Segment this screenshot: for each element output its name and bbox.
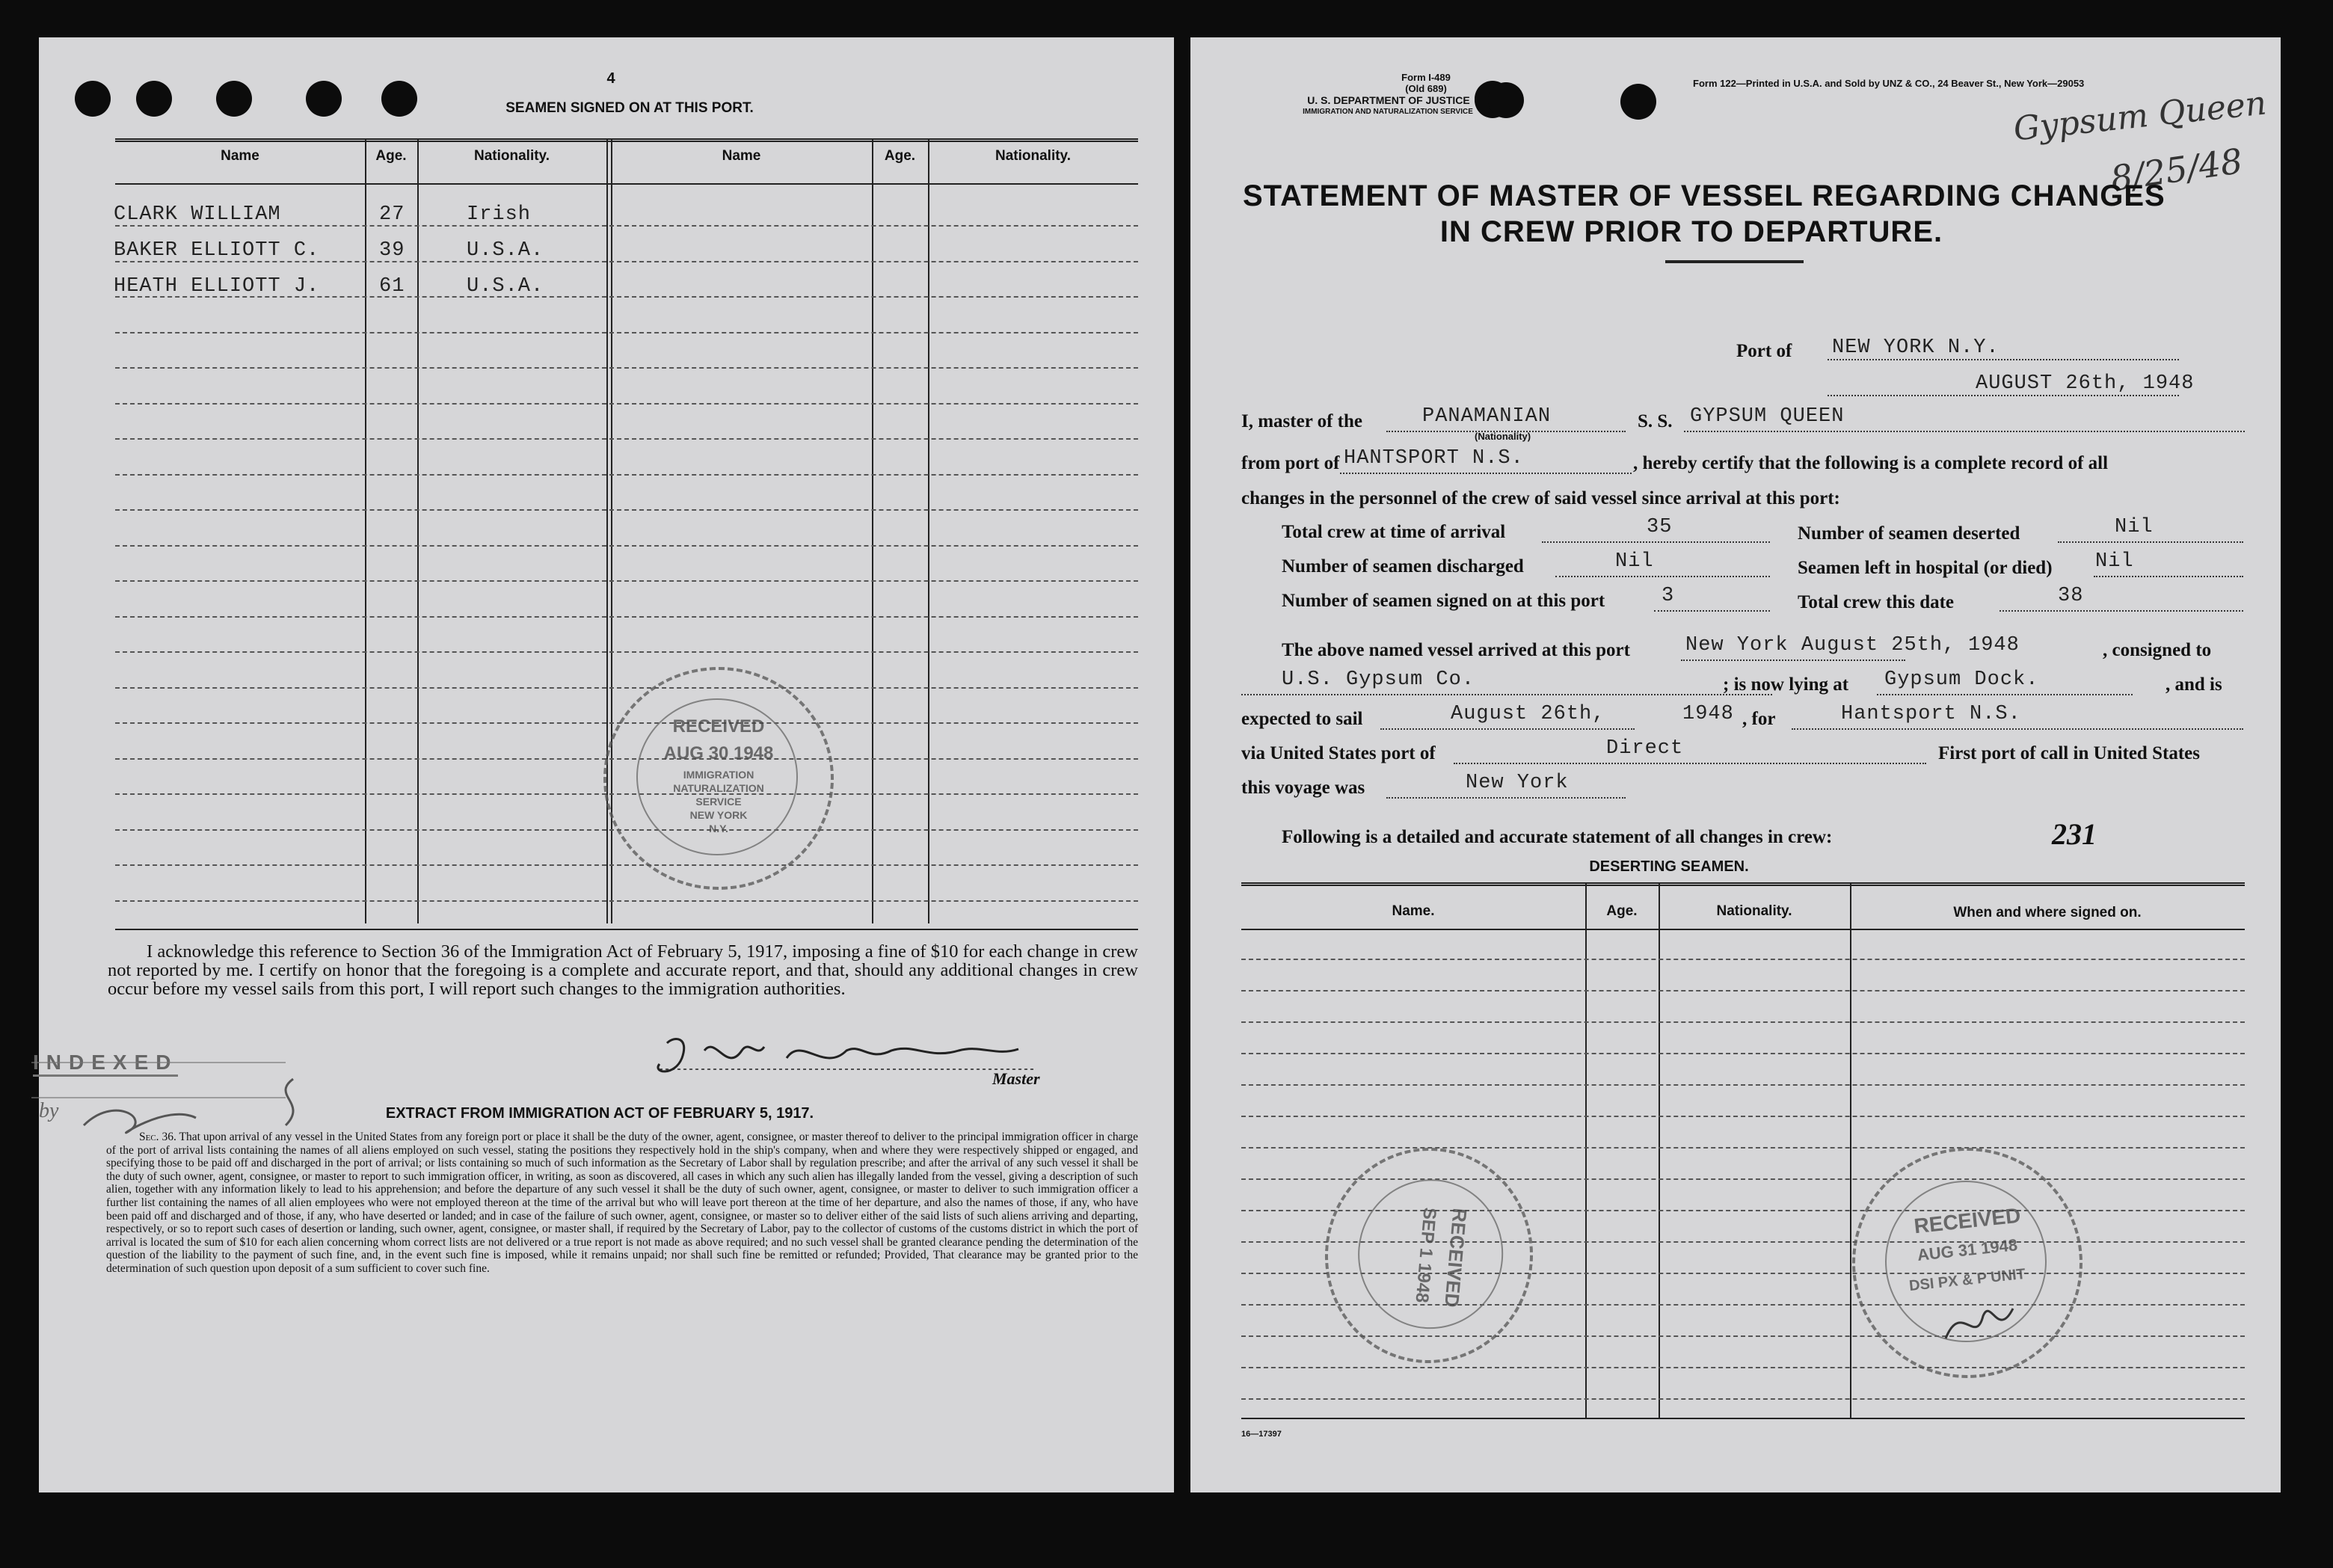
table-header-rule [115,183,1138,185]
row-rule [1241,990,2245,991]
master-title: Master [992,1069,1040,1088]
col-header-age: Age. [884,148,916,164]
crew-name: HEATH ELLIOTT J. [114,275,320,298]
handwritten-date: 8/25/48 [2108,140,2246,200]
first-port-label: First port of call in United States [1938,743,2200,763]
master-label: I, master of the [1241,411,1362,431]
deserting-table-bottom [1241,1418,2245,1419]
lying-label: ; is now lying at [1723,674,1849,695]
title-underline [1665,260,1804,263]
port-label: Port of [1736,341,1792,361]
total-date-label: Total crew this date [1798,592,1955,612]
form-title-line2: IN CREW PRIOR TO DEPARTURE. [1439,215,1943,248]
hospital-label: Seamen left in hospital (or died) [1798,558,2053,578]
arrived-label: The above named vessel arrived at this port [1282,640,1630,660]
arrived-year: 1948 [1968,634,2020,657]
column-divider [872,138,873,923]
row-rule [115,403,1138,405]
table-top-rule [115,138,1138,142]
row-rule [1241,1147,2245,1149]
crew-nationality: U.S.A. [467,239,544,262]
ss-label: S. S. [1638,411,1673,431]
col-header-name: Name. [1392,903,1435,919]
via-label: via United States port of [1241,743,1436,763]
section-body: That upon arrival of any vessel in the United States from any foreign port or place it shall be the duty of the owner, agent, consignee, or master thereof to deliver to the principal immigration officer in charge of the port of arrival lists containing the names of all aliens employed on such vessel, stating the positions they respectively hold in the ship's company, when and where they were respectively shipped or engaged, and specifying those to be paid off and discharged in the port of arrival; or lists containing so much of such information as the Secretary of Labor shall by regulation prescribe; and after the arrival of any such vessel it shall be the duty of such owner, agent, consignee, or master to report to such immigration officer, in writing, as soon as discovered, all cases in which any such alien has illegally landed from the vessel, giving a description of such alien, together with any information likely to lead to his apprehension; and before the departure of any such vessel it shall be the duty of such owner, agent, consignee, or master to deliver to such immigration officer a further list containing the names of all alien employees who were not employed thereon at the time of the arrival but who will leave port thereon at the time of her departure, and also the names of those, if any, who have been paid off and discharged and of those, if any, who have deserted or landed; and in case of the failure of such owner, agent, consignee, or master so to deliver either of the said lists of such aliens arriving and departing, respectively, or so to report such cases of desertion or landing, such owner, agent, consignee, or master shall, if required by the Secretary of Labor, pay to the collector of customs of the customs district in which the port of arrival is located the sum of $10 for each alien concerning whom correct lists are not delivered or a true report is not made as above required; and no such vessel shall be granted clearance pending the determination of the question of the liability to the payment of such fine, and, in the event such fine is imposed, while it remains unpaid; nor shall such fine be remitted or refunded; Provided, That clearance may be granted prior to the determination of such question upon deposit of a sum sufficient to cover such fine. [106,1131,1138,1275]
row-rule [1241,1053,2245,1054]
col-header-age: Age. [1606,903,1638,919]
lying-value: Gypsum Dock. [1884,668,2039,691]
signed-on-label: Number of seamen signed on at this port [1282,591,1605,611]
total-date-value: 38 [2058,585,2084,607]
acknowledgment-text: I acknowledge this reference to Section 36 of the Immigration Act of February 5, 1917, imposing a fine of $10 for each change in crew not reported by me. I certify on honor that the foregoing is a complete and accurate report, and that, should any additional changes in crew occur before my vessel sails from this port, I will report such changes to the immigration authorities. [108,941,1138,999]
punch-hole [381,81,417,117]
col-header-nationality: Nationality. [474,148,550,164]
certify-text: , hereby certify that the following is a complete record of all [1633,453,2109,473]
indexed-by-label: by [39,1099,59,1122]
crew-age: 61 [379,275,405,298]
column-divider [417,138,419,923]
master-signature [645,1028,1048,1080]
row-rule [1241,1367,2245,1368]
extract-title: EXTRACT FROM IMMIGRATION ACT OF FEBRUARY 5, 1917. [385,1105,814,1122]
form-title-line1: STATEMENT OF MASTER OF VESSEL REGARDING CHANGES [1243,179,2166,212]
changes-text: changes in the personnel of the crew of said vessel since arrival at this port: [1241,488,1840,508]
deserting-table-top [1241,882,2245,886]
column-divider [1850,882,1851,1418]
column-divider [1585,882,1587,1418]
punch-hole [75,81,111,117]
form-number: Form I-489 [1401,72,1451,83]
row-rule [115,474,1138,476]
footer-code: 16—17397 [1241,1430,1282,1439]
nationality-caption: (Nationality) [1475,431,1531,442]
expected-label: expected to sail [1241,709,1363,729]
column-divider [928,138,929,923]
section-title: SEAMEN SIGNED ON AT THIS PORT. [505,100,754,116]
date-value: AUGUST 26th, 1948 [1976,372,2195,395]
via-value: Direct [1606,737,1684,760]
crew-age: 39 [379,239,405,262]
port-value: NEW YORK N.Y. [1832,336,2000,359]
total-arrival-label: Total crew at time of arrival [1282,522,1506,542]
column-divider [1659,882,1660,1418]
row-rule [115,545,1138,547]
for-label: , for [1742,709,1776,729]
row-rule [1241,1398,2245,1400]
crew-nationality: Irish [467,203,532,226]
punch-hole [306,81,342,117]
handwritten-ship-name: Gypsum Queen [2011,84,2269,149]
department-name: U. S. DEPARTMENT OF JUSTICE [1307,94,1470,106]
consigned-label: , consigned to [2103,640,2212,660]
row-rule [1241,1021,2245,1023]
col-header-signed-on: When and where signed on. [1953,905,2142,920]
deserted-value: Nil [2115,516,2154,538]
crew-name: CLARK WILLIAM [114,203,281,226]
this-voyage-label: this voyage was [1241,778,1365,798]
section-label: Sec. 36. [139,1131,176,1143]
punch-hole [136,81,172,117]
nationality-value: PANAMANIAN [1422,405,1552,428]
section-36-text [106,1131,1138,1276]
column-divider [365,138,366,923]
right-page [1190,37,2281,1492]
consignee-value: U.S. Gypsum Co. [1282,668,1475,691]
row-rule [1241,1116,2245,1117]
discharged-label: Number of seamen discharged [1282,556,1524,577]
following-text: Following is a detailed and accurate statement of all changes in crew: [1282,827,1833,847]
crew-name: BAKER ELLIOTT C. [114,239,320,262]
from-port-value: HANTSPORT N.S. [1344,447,1524,470]
from-port-label: from port of [1241,453,1340,473]
received-stamp: RECEIVED AUG 30 1948 IMMIGRATION NATURALIZATION SERVICE NEW YORK N.Y. [603,667,834,890]
deserting-title: DESERTING SEAMEN. [1589,858,1749,875]
row-rule [1241,1084,2245,1086]
total-arrival-value: 35 [1647,516,1673,538]
col-header-name: Name [722,148,761,164]
crew-age: 27 [379,203,405,226]
row-rule [115,438,1138,440]
row-rule [115,900,1138,902]
row-rule [115,651,1138,653]
printer-line: Form 122—Printed in U.S.A. and Sold by UNZ & CO., 24 Beaver St., New York—29053 [1693,78,2085,89]
row-rule [115,687,1138,689]
record-number: 231 [2052,817,2097,851]
deserting-header-rule [1241,929,2245,930]
col-header-nationality: Nationality. [995,148,1071,164]
row-rule [115,616,1138,618]
ship-value: GYPSUM QUEEN [1690,405,1845,428]
row-rule [115,367,1138,369]
col-header-nationality: Nationality. [1716,903,1792,919]
row-rule [115,509,1138,511]
left-page [33,37,1174,1492]
crew-nationality: U.S.A. [467,275,544,298]
table-bottom-rule [115,929,1138,930]
signed-on-value: 3 [1662,585,1675,607]
received-stamp-unit: RECEIVED AUG 31 1948 DSI PX & P UNIT [1852,1148,2083,1378]
stamp-initials-scribble [1938,1294,2020,1353]
expected-year: 1948 [1682,703,1734,725]
row-rule [1241,959,2245,960]
service-name: IMMIGRATION AND NATURALIZATION SERVICE [1303,108,1473,116]
row-rule [115,332,1138,333]
deserted-label: Number of seamen deserted [1798,523,2020,544]
page-number: 4 [606,70,615,87]
col-header-age: Age. [375,148,407,164]
discharged-value: Nil [1615,550,1654,573]
expected-value: August 26th, [1451,703,1605,725]
col-header-name: Name [221,148,259,164]
row-rule [115,580,1138,582]
punch-hole [216,81,252,117]
received-stamp-rotated: RECEIVED SEP 1 1948 [1316,1139,1542,1371]
for-value: Hantsport N.S. [1841,703,2021,725]
and-is-label: , and is [2166,674,2222,695]
hospital-value: Nil [2095,550,2134,573]
arrived-value: New York August 25th, [1685,634,1956,657]
punch-hole [1620,84,1656,120]
old-form-number: (Old 689) [1405,83,1447,94]
this-voyage-value: New York [1466,772,1569,794]
row-rule [115,864,1138,866]
indexed-stamp: INDEXED [33,1051,178,1077]
form-number-block [1344,72,1508,94]
